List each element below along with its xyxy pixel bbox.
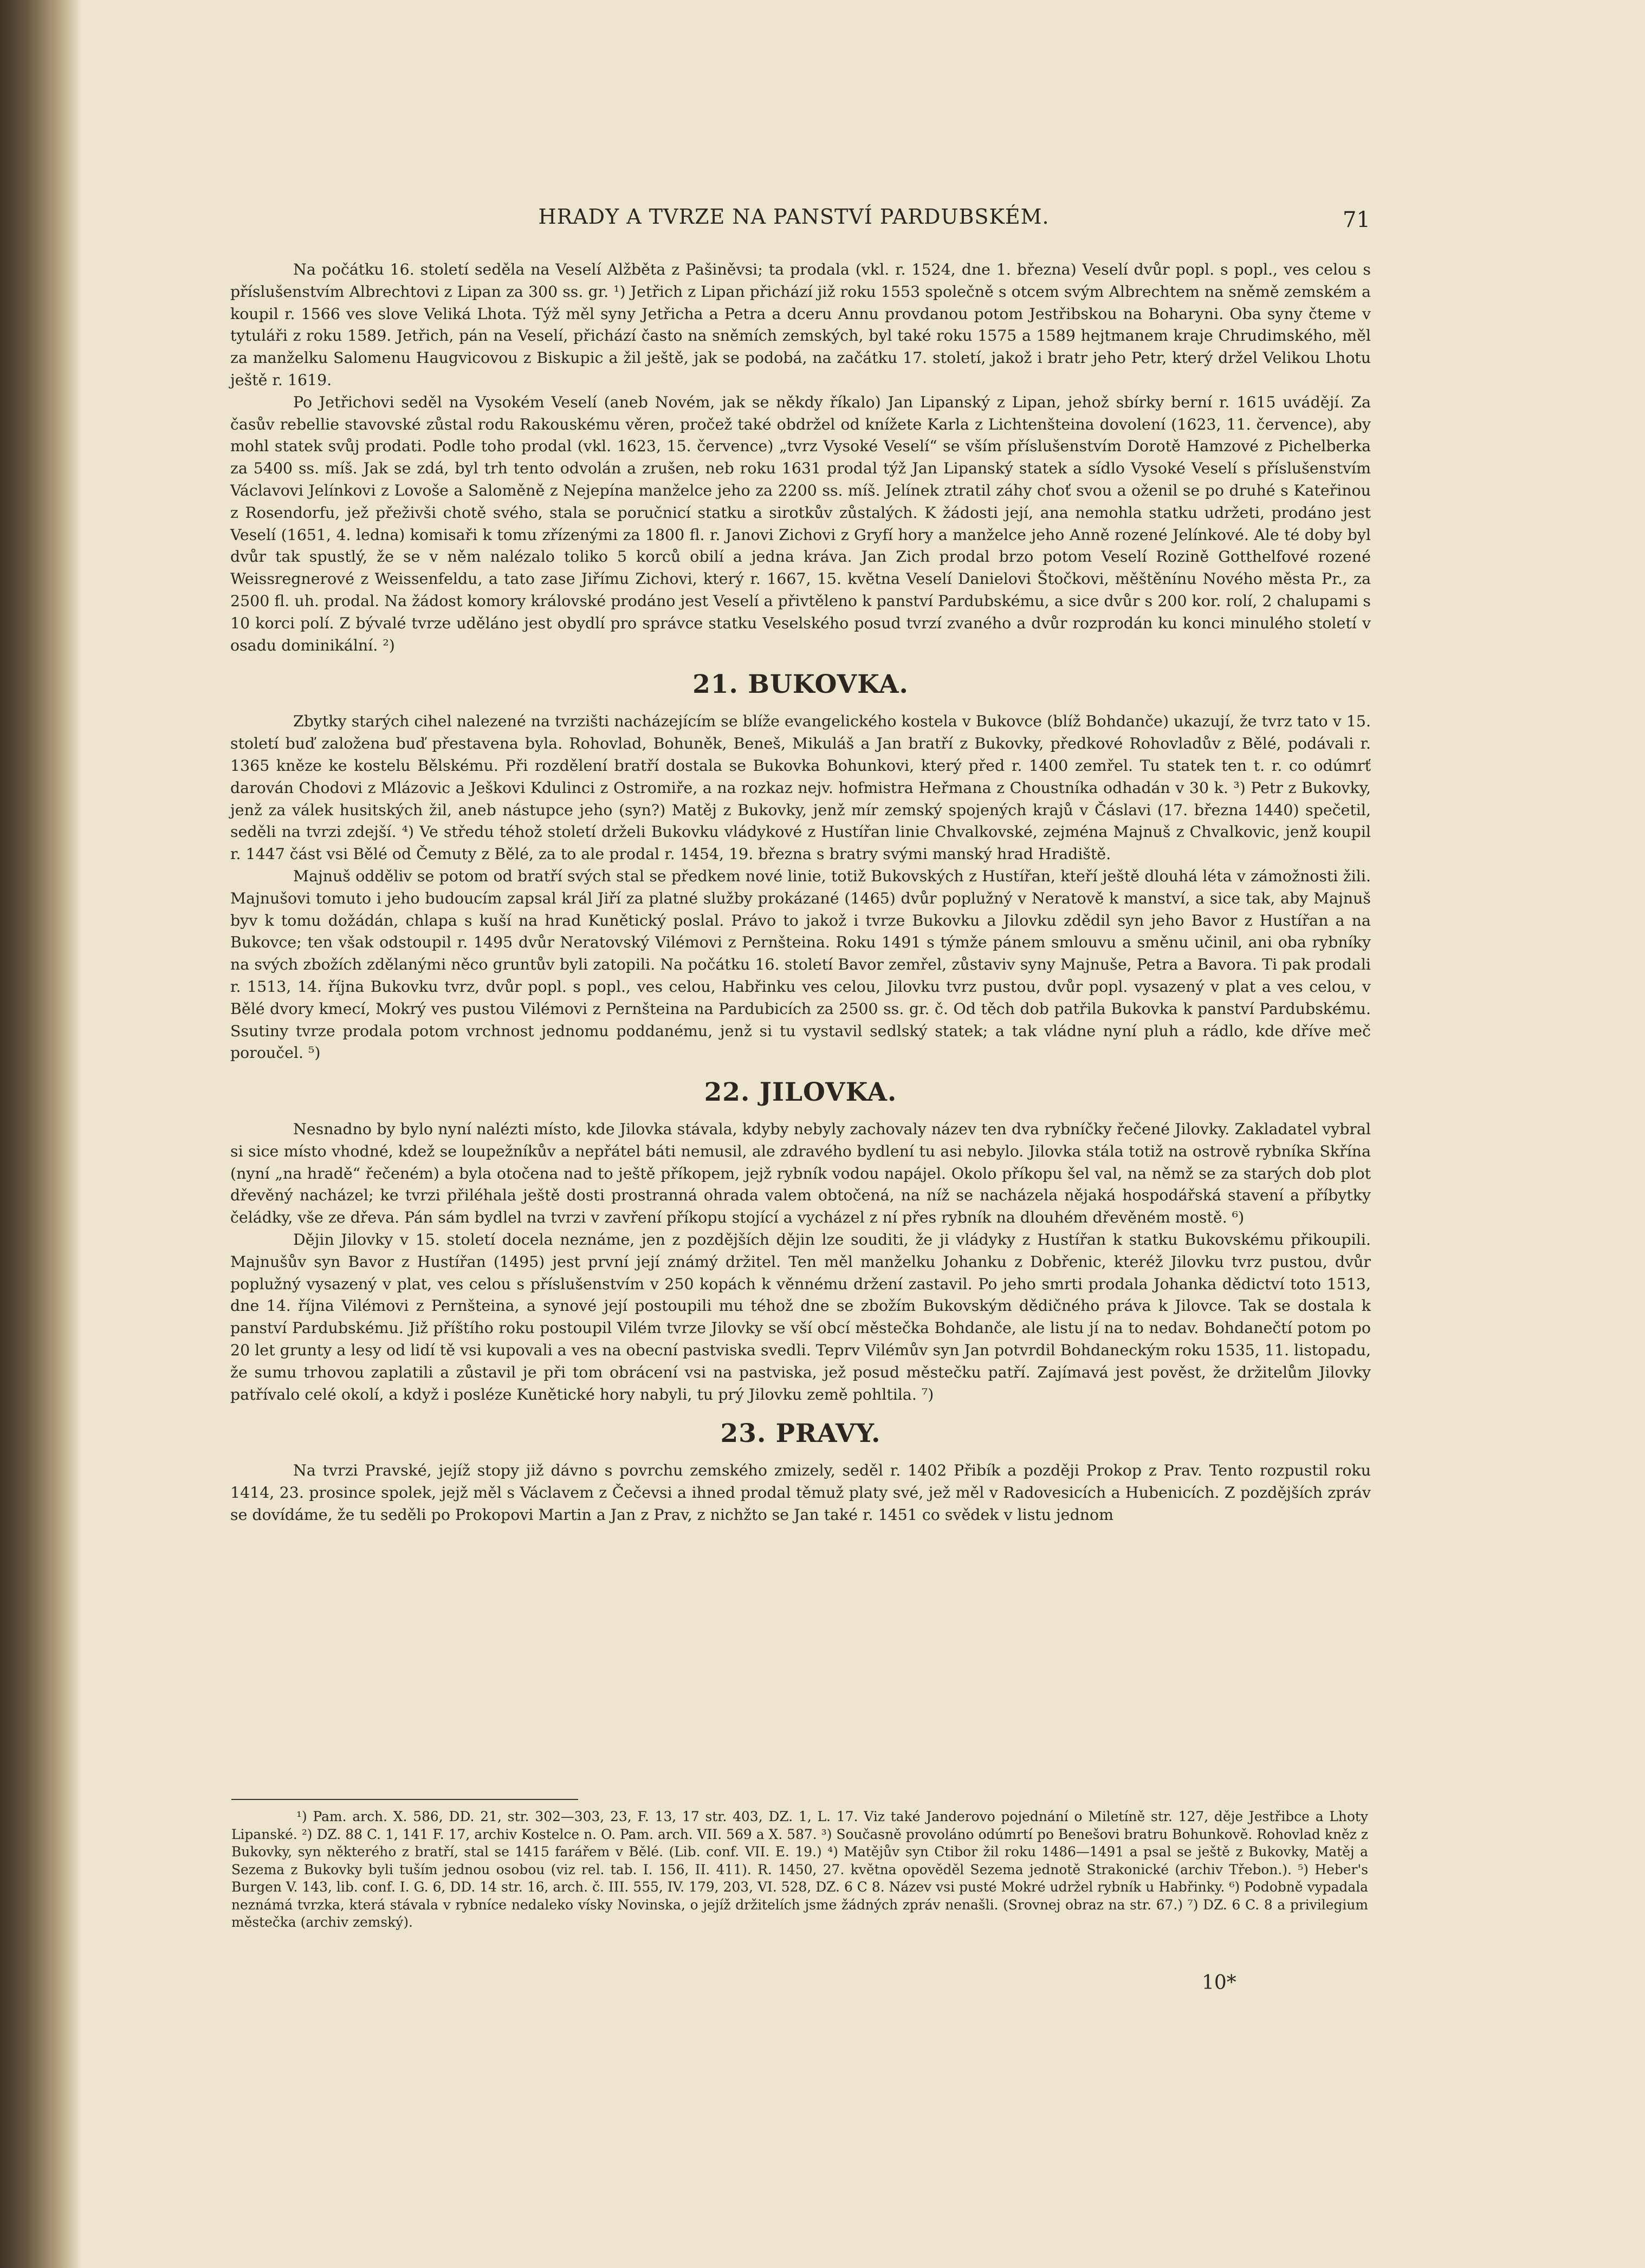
- footnote-text: ¹) Pam. arch. X. 586, DD. 21, str. 302—303, 23, F. 13, 17 str. 403, DZ. 1, L. 17. Viz také Janderovo pojednání o Miletíně str. 127, děje Jestřibce a Lhoty Lipanské. ²) DZ. 88 C. 1, 141 F. 17, archiv Kostelce n. O. Pam. arch. VII. 569 a X. 587. ³) Současně provoláno odúmrtí po Benešovi bratru Bohunkově. Rohovlad kněz z Bukovky, syn některého z bratří, stal se 1415 farářem v Bělé. (Lib. conf. VII. E. 19.) ⁴) Matějův syn Ctibor žil roku 1486—1491 a psal se ještě z Bukovky, Matěj a Sezema z Bukovky byli tuším jednou osobou (viz rel. tab. I. 156, II. 411). R. 1450, 27. května opověděl Sezema jednotě Strakonické (archiv Třebon.). ⁵) Heber's Burgen V. 143, lib. conf. I. G. 6, DD. 14 str. 16, arch. č. III. 555, IV. 179, 203, VI. 528, DZ. 6 C 8. Název vsi pusté Mokré udržel rybník u Habřinky. ⁶) Podobně vypadala neznámá tvrzka, která stávala v rybníce nedaleko vísky Novinska, o jejíž držitelích jsme žádných zpráv nenašli. (Srovnej obraz na str. 67.) ⁷) DZ. 6 C. 8 a privilegium městečka (archiv zemský).: [231, 1809, 1368, 1930]
- section-heading-bukovka: 21. BUKOVKA.: [692, 670, 909, 700]
- running-title: HRADY A TVRZE NA PANSTVÍ PARDUBSKÉM.: [538, 205, 1050, 229]
- paragraph-pravy-1: Na tvrzi Pravské, jejíž stopy již dávno s povrchu zemského zmizely, seděl r. 1402 Přibík a později Prokop z Prav. Tento rozpustil roku 1414, 23. prosince spolek, jejž měl s Václavem z Čečevsi a ihned prodal těmuž platy své, jež měl v Radovesicích a Hubenicích. Z pozdějších zpráv se dovídáme, že tu seděli po Prokopovi Martin a Jan z Prav, z nichžto se Jan také r. 1451 co svědek v listu jednom: [230, 1461, 1371, 1524]
- body-text: [230, 259, 1371, 1526]
- printer-signature-mark: 10*: [1202, 1972, 1236, 1994]
- footnotes: [231, 1808, 1368, 1932]
- paragraph-jilovka-2: Dějin Jilovky v 15. století docela neznáme, jen z pozdějších dějin lze souditi, že ji vládyky z Hustířan k statku Bukovskému přikoupili. Majnušův syn Bavor z Hustířan (1495) jest první její známý držitel. Ten měl manželku Johanku z Dobřenic, kteréž Jilovku tvrz pustou, dvůr poplužný vysazený v plat, ves celou s příslušenstvím v 250 kopách k věnnému držení zastavil. Po jeho smrti prodala Johanka dědictví toto 1513, dne 14. října Vilémovi z Pernšteina, a synové její postoupili mu téhož dne se zbožím Bukovským dědičného práva k Jilovce. Tak se dostala k panství Pardubskému. Již příštího roku postoupil Vilém tvrze Jilovky se vší obcí městečka Bohdanče, ale listu jí na to nedav. Bohdanečtí potom po 20 let grunty a lesy od lidí tě vsi kupovali a ves na obecní pastviska svedli. Teprv Vilémův syn Jan potvrdil Bohdaneckým roku 1535, 11. listopadu, že sumu trhovou zaplatili a zůstavil je při tom obrácení vsi na pastviska, jež posud městečku patří. Zajímavá jest pověst, že držitelům Jilovky patřívalo celé okolí, a když i posléze Kunětické hory nabyli, tu prý Jilovku země pohltila. ⁷): [230, 1231, 1371, 1403]
- paragraph-jilovka-1: Nesnadno by bylo nyní nalézti místo, kde Jilovka stávala, kdyby nebyly zachovaly název ten dva rybníčky řečené Jilovky. Zakladatel vybral si sice místo vhodné, kdež se loupežníkův a nepřátel báti nemusil, ale zdravého bydlení tu asi nebylo. Jilovka stála totiž na ostrově rybníka Skřína (nyní „na hradě“ řečeném) a byla otočena nad to ještě příkopem, jejž rybník vodou napájel. Okolo příkopu šel val, na němž se za starých dob plot dřevěný nacházel; ke tvrzi přiléhala ještě dosti prostranná ohrada valem obtočená, na níž se nacházela nějaká hospodářská stavení a příbytky čeládky, vše ze dřeva. Pán sám bydlel na tvrzi v zavření příkopu stojící a vycházel z ní přes rybník na dlouhém dřevěném mostě. ⁶): [230, 1120, 1371, 1227]
- page-number: 71: [1343, 207, 1370, 232]
- section-heading-pravy: 23. PRAVY.: [720, 1419, 881, 1449]
- paragraph-bukovka-1: Zbytky starých cihel nalezené na tvrzišti nacházejícím se blíže evangelického kostela v Bukovce (blíž Bohdanče) ukazují, že tvrz tato v 15. století buď založena buď přestavena byla. Rohovlad, Bohuněk, Beneš, Mikuláš a Jan bratří z Bukovky, předkové Rohovladův z Bělé, podávali r. 1365 kněze ke kostelu Bělskému. Při rozdělení bratří dostala se Bukovka Bohunkovi, který před r. 1400 zemřel. Tu statek ten t. r. co odúmrť darován Chodovi z Mlázovic a Ješkovi Kdulinci z Ostromiře, a na rozkaz nejv. hofmistra Heřmana z Choustníka odhadán v 30 k. ³) Petr z Bukovky, jenž za válek husitských žil, aneb nástupce jeho (syn?) Matěj z Bukovky, jenž mír zemský spojených krajů v Čáslavi (17. března 1440) spečetil, seděli na tvrzi zdejší. ⁴) Ve středu téhož století drželi Bukovku vládykové z Hustířan linie Chvalkovské, zejména Majnuš z Chvalkovic, jenž koupil r. 1447 část vsi Bělé od Čemuty z Bělé, za to ale prodal r. 1454, 19. března s bratry svými manský hrad Hradiště.: [230, 712, 1371, 863]
- paragraph-bukovka-2: Majnuš odděliv se potom od bratří svých stal se předkem nové linie, totiž Bukovských z Hustířan, kteří ještě dlouhá léta v zámožnosti žili. Majnušovi tomuto i jeho budoucím zapsal král Jiří za platné služby prokázané (1465) dvůr poplužný v Neratově k manství, a sice tak, aby Majnuš byv k tomu dožádán, chlapa s kuší na hrad Kunětický poslal. Právo to jakož i tvrze Bukovku a Jilovku zdědil syn jeho Bavor z Hustířan a na Bukovce; ten však odstoupil r. 1495 dvůr Neratovský Vilémovi z Pernšteina. Roku 1491 s týmže pánem smlouvu a směnu učinil, ani oba rybníky na svých zbožích zdělanými něco gruntův byli zatopili. Na počátku 16. století Bavor zemřel, zůstaviv syny Majnuše, Petra a Bavora. Ti pak prodali r. 1513, 14. října Bukovku tvrz, dvůr popl. s popl., ves celou, Habřinku ves celou, Jilovku tvrz pustou, dvůr popl. vysazený v plat a ves celou, v Bělé dvory kmecí, Mokrý ves pustou Vilémovi z Pernšteina na Pardubicích za 2500 ss. gr. č. Od těch dob patřila Bukovka k panství Pardubskému. Ssutiny tvrze prodala potom vrchnost jednomu poddanému, jenž si tu vystavil sedlský statek; a tak vládne nyní pluh a rádlo, kde dříve meč poroučel. ⁵): [230, 867, 1371, 1062]
- footnote-divider: [231, 1799, 578, 1800]
- paragraph-veseli-1: Na počátku 16. století seděla na Veselí Alžběta z Pašiněvsi; ta prodala (vkl. r. 1524, dne 1. března) Veselí dvůr popl. s popl., ves celou s příslušenstvím Albrechtovi z Lipan za 300 ss. gr. ¹) Jetřich z Lipan přichází již roku 1553 společně s otcem svým Albrechtem na sněmě zemském a koupil r. 1566 ves slove Veliká Lhota. Týž měl syny Jetřicha a Petra a dceru Annu provdanou potom Jestřibskou na Boharyni. Oba syny čteme v tytuláři z roku 1589. Jetřich, pán na Veselí, přichází často na sněmích zemských, byl také roku 1575 a 1589 hejtmanem kraje Chrudimského, měl za manželku Salomenu Haugvicovou z Biskupic a žil ještě, jak se podobá, na začátku 17. století, jakož i bratr jeho Petr, který držel Velikou Lhotu ještě r. 1619.: [230, 261, 1371, 389]
- section-heading-jilovka: 22. JILOVKA.: [704, 1077, 897, 1108]
- paragraph-veseli-2: Po Jetřichovi seděl na Vysokém Veselí (aneb Novém, jak se někdy říkalo) Jan Lipanský z Lipan, jehož sbírky berní r. 1615 uvádějí. Za časův rebellie stavovské zůstal rodu Rakouskému věren, pročež také obdržel od knížete Karla z Lichtenšteina dovolení (1623, 11. července), aby mohl statek svůj prodati. Podle toho prodal (vkl. 1623, 15. července) „tvrz Vysoké Veselí“ se vším příslušenstvím Dorotě Hamzové z Pichelberka za 5400 ss. míš. Jak se zdá, byl trh tento odvolán a zrušen, neb roku 1631 prodal týž Jan Lipanský statek a sídlo Vysoké Veselí s příslušenstvím Václavovi Jelínkovi z Lovoše a Saloměně z Nejepína manželce jeho za 2200 ss. míš. Jelínek ztratil záhy choť svou a oženil se po druhé s Kateřinou z Rosendorfu, jež přeživši chotě svého, stala se poručnicí statku a sirotkův zůstalých. K žádosti její, ana nemohla statku udržeti, prodáno jest Veselí (1651, 4. ledna) komisaři k tomu zřízenými za 1800 fl. r. Janovi Zichovi z Gryfí hory a manželce jeho Anně rozené Jelínkové. Ale té doby byl dvůr tak spustlý, že se v něm nalézalo toliko 5 korců obilí a jedna kráva. Jan Zich prodal brzo potom Veselí Rozině Gotthelfové rozené Weissregnerové z Weissenfeldu, a tato zase Jiřímu Zichovi, který r. 1667, 15. května Veselí Danielovi Štočkovi, měštěnínu Nového města Pr., za 2500 fl. uh. prodal. Na žádost komory královské prodáno jest Veselí a přivtěleno k panství Pardubskému, a sice dvůr s 200 kor. rolí, 2 chalupami s 10 korci polí. Z bývalé tvrze uděláno jest obydlí pro správce statku Veselského posud tvrzí zvaného a dvůr rozprodán ku konci minulého století v osadu dominikální. ²): [230, 393, 1371, 654]
